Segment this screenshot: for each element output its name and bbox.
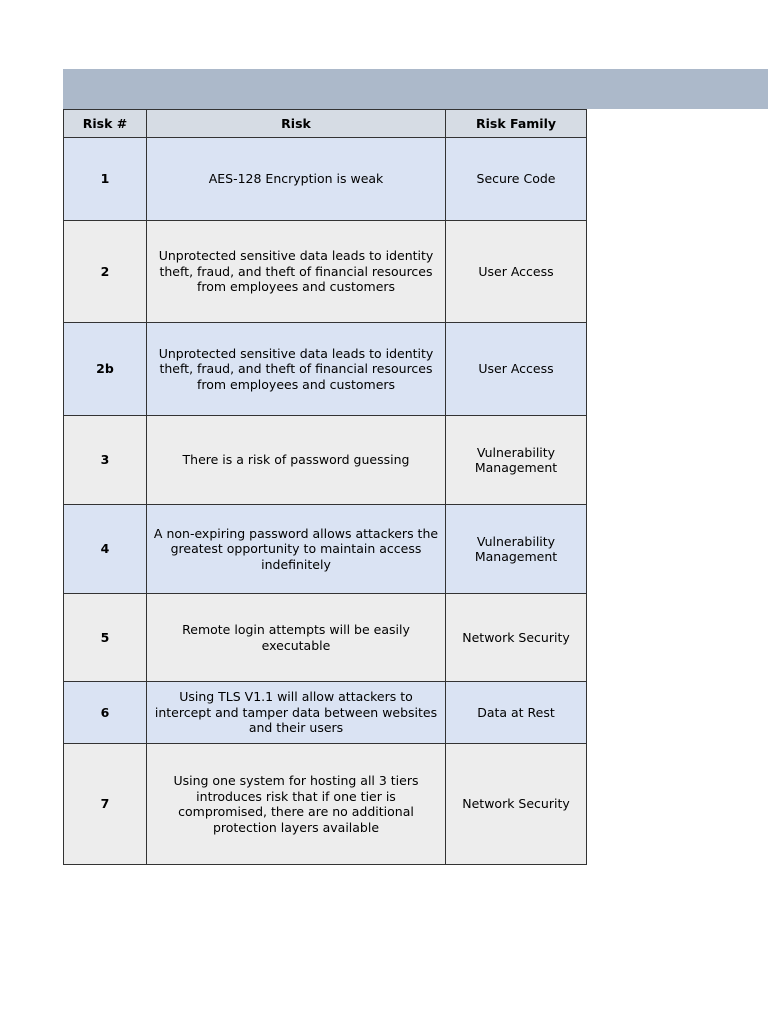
risk-description-cell: There is a risk of password guessing	[147, 416, 446, 505]
header-risk-family: Risk Family	[446, 110, 587, 138]
table-row	[64, 416, 587, 505]
risk-number-cell: 7	[64, 744, 147, 865]
risk-family-cell: Network Security	[446, 744, 587, 865]
table-row	[64, 138, 587, 221]
risk-number-cell: 2b	[64, 323, 147, 416]
risk-description-cell: Using TLS V1.1 will allow attackers to intercept and tamper data between websites and their users	[147, 682, 446, 744]
risk-table	[63, 109, 587, 865]
risk-number-cell: 6	[64, 682, 147, 744]
table-row	[64, 221, 587, 323]
table-row	[64, 505, 587, 594]
risk-family-cell: User Access	[446, 323, 587, 416]
header-band	[63, 69, 768, 109]
risk-number-cell: 4	[64, 505, 147, 594]
risk-description-cell: AES-128 Encryption is weak	[147, 138, 446, 221]
risk-description-cell: Remote login attempts will be easily executable	[147, 594, 446, 682]
table-row	[64, 594, 587, 682]
risk-number-cell: 2	[64, 221, 147, 323]
risk-number-cell: 1	[64, 138, 147, 221]
header-risk-number: Risk #	[64, 110, 147, 138]
risk-number-cell: 3	[64, 416, 147, 505]
risk-family-cell: Data at Rest	[446, 682, 587, 744]
risk-family-cell: Vulnerability Management	[446, 416, 587, 505]
risk-family-cell: Network Security	[446, 594, 587, 682]
header-row	[64, 110, 587, 138]
table-row	[64, 682, 587, 744]
risk-family-cell: Vulnerability Management	[446, 505, 587, 594]
header-risk: Risk	[147, 110, 446, 138]
risk-description-cell: A non-expiring password allows attackers the greatest opportunity to maintain access indefinitely	[147, 505, 446, 594]
risk-description-cell: Using one system for hosting all 3 tiers introduces risk that if one tier is compromised, there are no additional protection layers available	[147, 744, 446, 865]
risk-description-cell: Unprotected sensitive data leads to identity theft, fraud, and theft of financial resources from employees and customers	[147, 221, 446, 323]
risk-description-cell: Unprotected sensitive data leads to identity theft, fraud, and theft of financial resources from employees and customers	[147, 323, 446, 416]
risk-family-cell: User Access	[446, 221, 587, 323]
table-row	[64, 323, 587, 416]
risk-family-cell: Secure Code	[446, 138, 587, 221]
table-row	[64, 744, 587, 865]
risk-number-cell: 5	[64, 594, 147, 682]
